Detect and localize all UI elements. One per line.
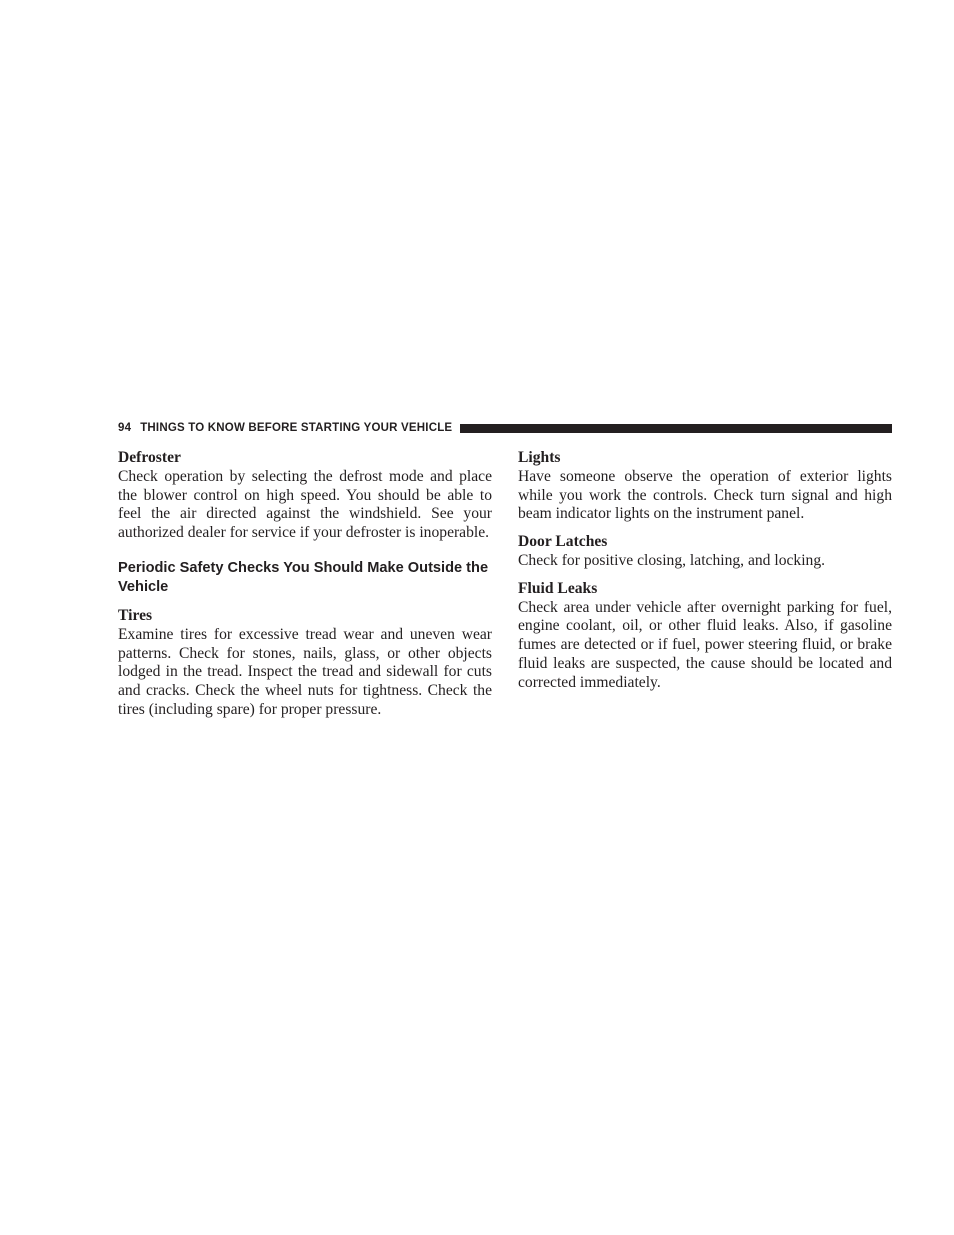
lights-text: Have someone observe the operation of exterior lights while you work the controls. Check turn signal and high beam indicator lights on the instrument panel.: [518, 467, 892, 523]
lights-heading: Lights: [518, 449, 561, 466]
defroster-heading: Defroster: [118, 449, 181, 466]
tires-heading: Tires: [118, 606, 153, 624]
tires-section: [118, 607, 492, 720]
defroster-section: [118, 449, 492, 543]
left-column: [118, 449, 492, 720]
door-latches-section: [518, 533, 892, 571]
defroster-text: Check operation by selecting the defrost mode and place the blower control on high speed. You should be able to feel the air directed against the windshield. See your authorized dealer for service if your defroster is inoperable.: [118, 467, 492, 542]
door-latches-text: Check for positive closing, latching, and locking.: [518, 551, 826, 569]
page-header: [118, 420, 892, 436]
page-number: 94: [118, 422, 132, 434]
lights-section: [518, 449, 892, 524]
fluid-leaks-heading: Fluid Leaks: [518, 579, 598, 597]
right-column: [518, 449, 892, 693]
door-latches-heading: Door Latches: [518, 533, 608, 551]
tires-text: Examine tires for excessive tread wear and uneven wear patterns. Check for stones, nails, glass, or other objects lodged in the tread. Inspect the tread and sidewall for cuts and cracks. Check the wheel nuts for tightness. Check the tires (including spare) for proper pressure.: [118, 625, 492, 718]
fluid-leaks-text: Check area under vehicle after overnight parking for fuel, engine coolant, oil, or other fluid leaks. Also, if gasoline fumes are detected or if fuel, power steering fluid, or brake fluid leaks are suspected, the cause should be located and corrected immediately.: [518, 598, 892, 691]
chapter-title: THINGS TO KNOW BEFORE STARTING YOUR VEHICLE: [140, 422, 453, 434]
fluid-leaks-section: [518, 580, 892, 693]
periodic-checks-heading: Periodic Safety Checks You Should Make Outside the Vehicle: [118, 559, 489, 595]
header-rule: [460, 424, 892, 433]
